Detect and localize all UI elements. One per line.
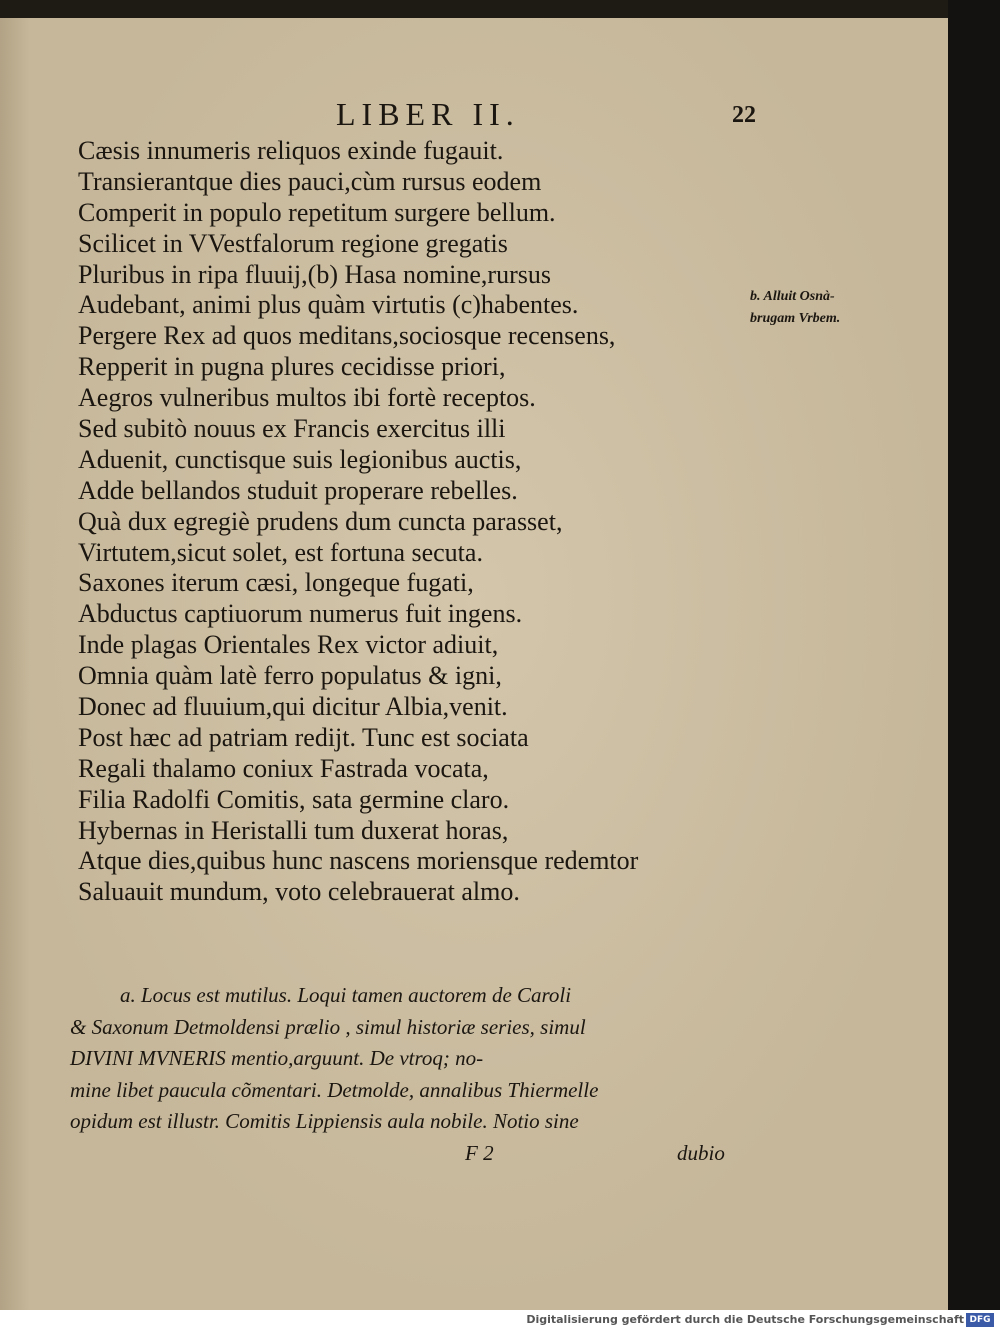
margin-note [750, 286, 940, 330]
verse-line: Aegros vulneribus multos ibi fortè receptos. [78, 383, 536, 413]
footnote-line: mine libet paucula cõmentari. Detmolde, annalibus Thiermelle [70, 1077, 599, 1102]
verse-line: Regali thalamo coniux Fastrada vocata, [78, 753, 489, 783]
verse-line: Post hæc ad patriam redijt. Tunc est sociata [78, 722, 529, 752]
scan-background [948, 0, 1000, 1310]
verse-line: Hybernas in Heristalli tum duxerat horas, [78, 815, 509, 845]
footer-bar [0, 1310, 1000, 1331]
verse-line: Saxones iterum cæsi, longeque fugati, [78, 568, 474, 598]
verse-line: Comperit in populo repetitum surgere bellum. [78, 197, 556, 227]
running-header: LIBER II. [336, 96, 520, 132]
margin-note-line: brugam Vrbem. [750, 311, 841, 326]
catchword: dubio [677, 1140, 725, 1165]
book-page [0, 18, 948, 1310]
verse-line: Virtutem,sicut solet, est fortuna secuta. [78, 537, 483, 567]
verse-line: Donec ad fluuium,qui dicitur Albia,venit. [78, 692, 508, 722]
verse-line: Scilicet in VVestfalorum regione gregatis [78, 228, 508, 258]
footnote-line: DIVINI MVNERIS mentio,arguunt. De vtroq; no- [70, 1046, 484, 1070]
verse-line: Atque dies,quibus hunc nascens moriensque redemtor [78, 846, 639, 876]
verse-line: Saluauit mundum, voto celebrauerat almo. [78, 877, 520, 907]
verse-line: Omnia quàm latè ferro populatus & igni, [78, 661, 502, 691]
footnote-line: & Saxonum Detmoldensi prælio , simul historiæ series, simul [70, 1014, 586, 1039]
verse-line: Adde bellandos studuit properare rebelles. [78, 475, 518, 505]
verse-line: Aduenit, cunctisque suis legionibus auctis, [78, 444, 522, 474]
verse-line: Pergere Rex ad quos meditans,sociosque recensens, [78, 321, 616, 351]
verse-line: Sed subitò nouus ex Francis exercitus illi [78, 414, 506, 444]
verse-line: Abductus captiuorum numerus fuit ingens. [78, 599, 523, 629]
verse-line: Pluribus in ripa fluuij,(b) Hasa nomine,rursus [78, 259, 551, 289]
footnote-line: opidum est illustr. Comitis Lippiensis aula nobile. Notio sine [70, 1109, 579, 1133]
signature-line [70, 1138, 750, 1169]
verse-line: Filia Radolfi Comitis, sata germine claro. [78, 784, 510, 814]
verse-block [78, 136, 758, 908]
verse-line: Cæsis innumeris reliquos exinde fugauit. [78, 136, 504, 165]
verse-line: Quà dux egregiè prudens dum cuncta parasset, [78, 506, 563, 536]
footnote-block [70, 980, 750, 1169]
verse-line: Inde plagas Orientales Rex victor adiuit, [78, 630, 499, 660]
printer-signature: F 2 [465, 1140, 494, 1165]
verse-line: Repperit in pugna plures cecidisse priori, [78, 352, 506, 382]
digitization-credit: Digitalisierung gefördert durch die Deutsche Forschungsgemeinschaft [526, 1313, 964, 1326]
dfg-logo[interactable]: DFG [966, 1313, 994, 1327]
verse-line: Audebant, animi plus quàm virtutis (c)habentes. [78, 290, 579, 320]
footnote-line: a. Locus est mutilus. Loqui tamen auctorem de Caroli [120, 983, 572, 1007]
verse-line: Transierantque dies pauci,cùm rursus eodem [78, 166, 542, 196]
page-number: 22 [732, 102, 756, 128]
margin-note-line: b. Alluit Osnà- [750, 289, 835, 304]
